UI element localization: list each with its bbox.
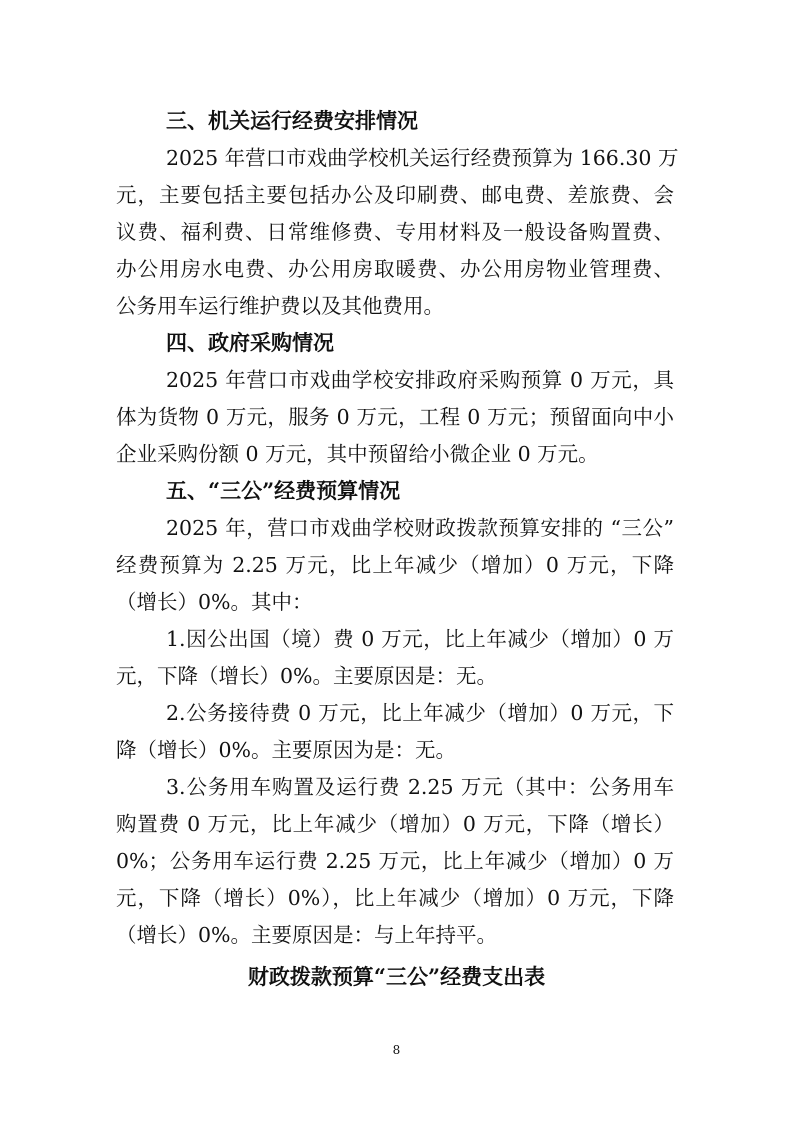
list-item-line: 2.公务接待费 0 万元，比上年减少（增加）0 万元，下	[166, 701, 674, 725]
list-item-line: 购置费 0 万元，比上年减少（增加）0 万元，下降（增长）	[116, 812, 674, 836]
list-item-line: （增长）0%。主要原因是：与上年持平。	[116, 923, 498, 947]
paragraph-line: 元，主要包括主要包括办公及印刷费、邮电费、差旅费、会	[116, 183, 674, 207]
paragraph-line: 2025 年营口市戏曲学校机关运行经费预算为 166.30 万	[166, 146, 679, 170]
paragraph-line: 企业采购份额 0 万元，其中预留给小微企业 0 万元。	[116, 442, 599, 466]
section-heading-procurement: 四、政府采购情况	[166, 330, 334, 355]
list-item-line: 降（增长）0%。主要原因为是：无。	[116, 738, 457, 762]
section-heading-three-public-funds: 五、“三公”经费预算情况	[166, 478, 401, 503]
paragraph-line: 体为货物 0 万元，服务 0 万元，工程 0 万元；预留面向中小	[116, 405, 674, 429]
paragraph-line: 2025 年，营口市戏曲学校财政拨款预算安排的 “三公”	[166, 516, 674, 540]
list-item-line: 0%；公务用车运行费 2.25 万元，比上年减少（增加）0 万	[116, 849, 674, 873]
page-number: 8	[392, 1043, 401, 1057]
paragraph-line: 经费预算为 2.25 万元，比上年减少（增加）0 万元，下降	[116, 553, 674, 577]
paragraph-line: 公务用车运行维护费以及其他费用。	[116, 294, 444, 318]
list-item-line: 元，下降（增长）0%），比上年减少（增加）0 万元，下降	[116, 886, 674, 910]
list-item-line: 1.因公出国（境）费 0 万元，比上年减少（增加）0 万	[166, 627, 674, 651]
list-item-line: 3.公务用车购置及运行费 2.25 万元（其中：公务用车	[166, 775, 674, 799]
section-heading-operating-funds: 三、机关运行经费安排情况	[166, 108, 418, 133]
paragraph-line: 2025 年营口市戏曲学校安排政府采购预算 0 万元，具	[166, 368, 674, 392]
table-title: 财政拨款预算“三公”经费支出表	[247, 964, 546, 989]
paragraph-line: （增长）0%。其中：	[116, 590, 313, 614]
list-item-line: 元，下降（增长）0%。主要原因是：无。	[116, 664, 498, 688]
paragraph-line: 办公用房水电费、办公用房取暖费、办公用房物业管理费、	[116, 257, 674, 281]
paragraph-line: 议费、福利费、日常维修费、专用材料及一般设备购置费、	[116, 220, 674, 244]
